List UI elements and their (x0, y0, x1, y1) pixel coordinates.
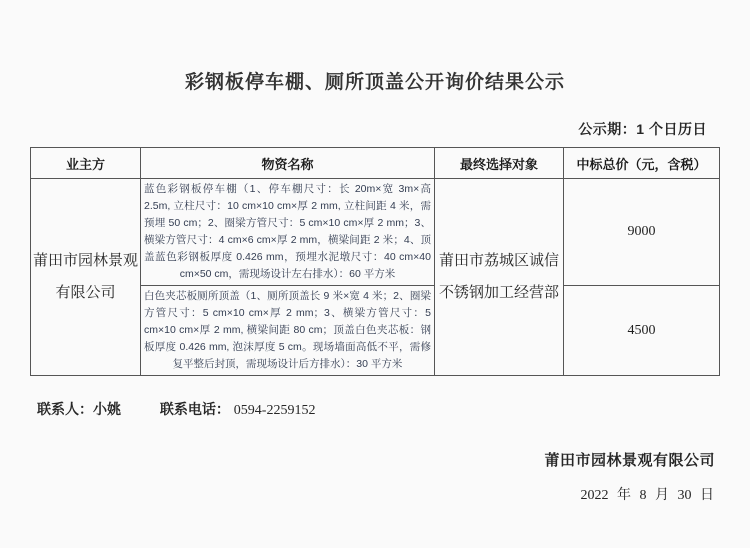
contact-line (37, 399, 315, 419)
contact-phone-text (160, 401, 316, 417)
contact-phone-number: 0594-2259152 (233, 403, 316, 418)
item-description-parking-shed: 蓝色彩钢板停车棚（1、停车棚尺寸：长 20m×宽 3m×高 2.5m, 立柱尺寸：10 cm×10 cm×厚 2 mm, 立柱间距 4 米，需预埋 50 cm；2、圈梁方管尺寸：5 cm×10 cm×厚 2 mm；3、横梁方管尺寸：4 cm×6 cm×厚 2 mm，横梁间距 2 米；4、顶盖蓝色彩钢板厚度 0.426 mm，预埋水泥墩尺寸：40 cm×40 cm×50 cm，需现场设计左右排水）：60 平方米 (141, 179, 435, 286)
announcement-title: 彩钢板停车棚、厕所顶盖公开询价结果公示 (184, 72, 565, 93)
publicity-period-text: 公示期：1 个日历日 (578, 121, 707, 137)
results-table (30, 147, 720, 376)
contact-person-text: 联系人：小姚 (37, 401, 121, 417)
column-header-winning-price: 中标总价（元，含税） (564, 148, 720, 179)
column-header-item-name: 物资名称 (141, 148, 435, 179)
signature-company-text: 莆田市园林景观有限公司 (544, 452, 715, 469)
table-header-row (31, 148, 720, 179)
results-table-container (30, 147, 720, 376)
owner-cell (31, 179, 141, 376)
winning-price-toilet-roof: 4500 (564, 286, 720, 376)
table-row (31, 179, 720, 286)
contact-phone-label: 联系电话： (159, 401, 230, 417)
item-description-toilet-roof: 白色夹芯板厕所顶盖（1、厕所顶盖长 9 米×宽 4 米；2、圈梁方管尺寸：5 cm×10 cm×厚 2 mm；3、横梁方管尺寸：5 cm×10 cm×厚 2 mm, 横梁间距 80 cm；顶盖白色夹芯板：钢板厚度 0.426 mm, 泡沫厚度 5 cm。现场墙面高低不平，需修复平整后封顶，需现场设计后方排水）：30 平方米 (141, 286, 435, 376)
owner-name-line1: 莆田市园林景观 (32, 252, 138, 269)
signature-date-text: 2022 年 8 月 30 日 (580, 488, 714, 503)
supplier-cell (435, 179, 564, 376)
owner-name-line2: 有限公司 (55, 284, 116, 301)
column-header-selected-supplier: 最终选择对象 (435, 148, 564, 179)
supplier-name-line1: 莆田市荔城区诚信 (438, 252, 559, 269)
winning-price-parking-shed: 9000 (564, 179, 720, 286)
column-header-owner: 业主方 (31, 148, 141, 179)
supplier-name-line2: 不锈钢加工经营部 (438, 284, 559, 301)
